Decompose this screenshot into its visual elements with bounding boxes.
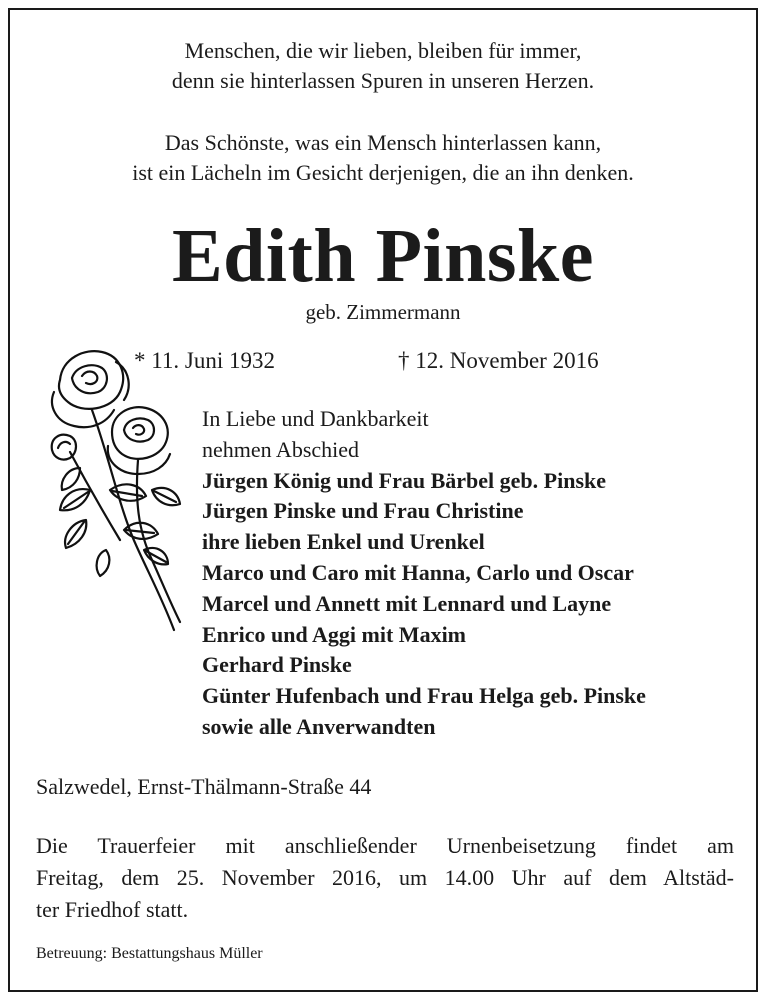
rose-illustration-icon [40,340,190,640]
ceremony-line: ter Friedhof statt. [36,897,189,922]
quote-stanza-1 [10,36,756,96]
mourner-name: Jürgen Pinske und Frau Christine [202,498,524,524]
address: Salzwedel, Ernst-Thälmann-Straße 44 [36,774,372,799]
birth-date: * 11. Juni 1932 [134,348,275,373]
death-date: † 12. November 2016 [398,348,599,373]
birth-name: geb. Zimmermann [305,300,461,324]
mourner-name: Gerhard Pinske [202,652,352,678]
quote-line: denn sie hinterlassen Spuren in unseren Herzen. [171,68,595,93]
quote-line: ist ein Lächeln im Gesicht derjenigen, die an ihn denken. [132,160,634,185]
mourner-name: Marcel und Annett mit Lennard und Layne [202,590,612,616]
mourner-name: Jürgen König und Frau Bärbel geb. Pinske [202,467,607,493]
ceremony-line: Die Trauerfeier mit anschließender Urnenbeisetzung findet am [36,833,734,858]
intro-line: In Liebe und Dankbarkeit [202,406,429,431]
mourner-name: sowie alle Anverwandten [202,713,436,739]
funeral-home-credit: Betreuung: Bestattungshaus Müller [36,945,263,962]
ceremony-notice [36,830,734,926]
intro-line: nehmen Abschied [202,436,360,462]
mourner-name: ihre lieben Enkel und Urenkel [202,529,485,555]
mourners-list [202,404,646,743]
deceased-name: Edith Pinske [171,214,595,298]
quote-line: Das Schönste, was ein Mensch hinterlassen kann, [164,130,602,155]
quote-line: Menschen, die wir lieben, bleiben für immer, [184,38,582,63]
quote-stanza-2 [10,128,756,188]
mourner-name: Günter Hufenbach und Frau Helga geb. Pinske [202,683,646,709]
mourner-name: Marco und Caro mit Hanna, Carlo und Oscar [202,559,634,585]
mourner-name: Enrico und Aggi mit Maxim [202,621,467,647]
obituary-notice [8,8,758,992]
ceremony-line: Freitag, dem 25. November 2016, um 14.00 Uhr auf dem Altstäd- [36,865,734,890]
